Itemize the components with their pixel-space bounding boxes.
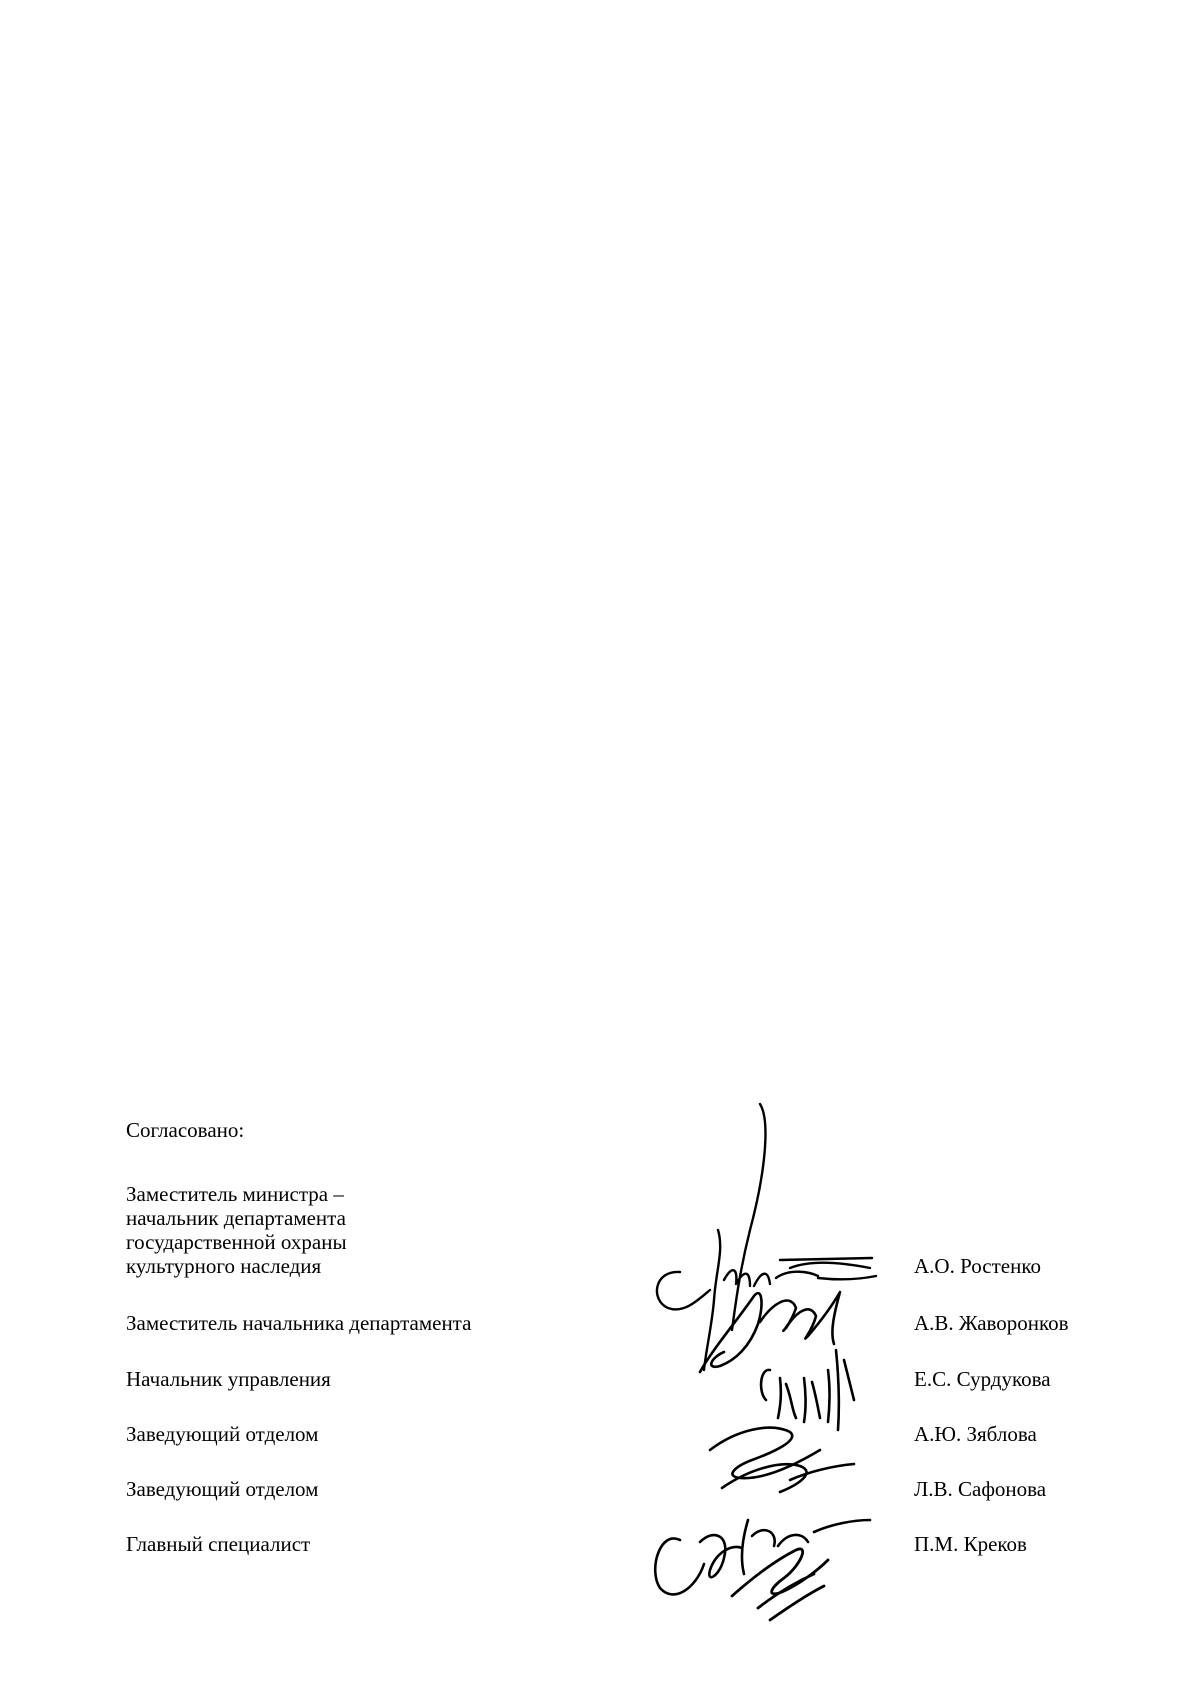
signer-position xyxy=(126,1532,310,1556)
signature-zhavoronkov xyxy=(700,1292,840,1372)
signer-position-line: культурного наследия xyxy=(126,1254,322,1278)
signer-position-line: Начальник управления xyxy=(126,1367,331,1391)
signature-zyablova xyxy=(710,1428,854,1492)
signer-position-line: Заместитель министра – xyxy=(126,1182,344,1206)
signature-surdukova xyxy=(761,1350,854,1430)
signer-position xyxy=(126,1182,347,1278)
signer-position xyxy=(126,1367,331,1391)
signer-name: А.В. Жаворонков xyxy=(914,1311,1069,1335)
signer-position xyxy=(126,1477,318,1501)
signature-krekov xyxy=(732,1549,828,1620)
signer-position-line: начальник департамента xyxy=(126,1206,346,1230)
signer-position-line: Заведующий отделом xyxy=(126,1422,319,1446)
signer-name: А.О. Ростенко xyxy=(914,1254,1041,1278)
signer-position-line: государственной охраны xyxy=(126,1230,347,1254)
signer-name: П.М. Креков xyxy=(914,1532,1027,1556)
signer-position xyxy=(126,1311,471,1335)
signer-position xyxy=(126,1422,318,1446)
signer-name: А.Ю. Зяблова xyxy=(914,1422,1037,1446)
signature-rostenko xyxy=(657,1104,876,1370)
approval-heading: Согласовано: xyxy=(126,1118,245,1142)
signer-name: Е.С. Сурдукова xyxy=(914,1367,1051,1391)
signature-safonova xyxy=(655,1520,870,1594)
signer-position-line: Заместитель начальника департамента xyxy=(126,1311,472,1335)
signer-name: Л.В. Сафонова xyxy=(914,1477,1047,1501)
handwritten-signatures xyxy=(640,1100,920,1600)
signer-position-line: Заведующий отделом xyxy=(126,1477,319,1501)
signer-position-line: Главный специалист xyxy=(126,1532,311,1556)
